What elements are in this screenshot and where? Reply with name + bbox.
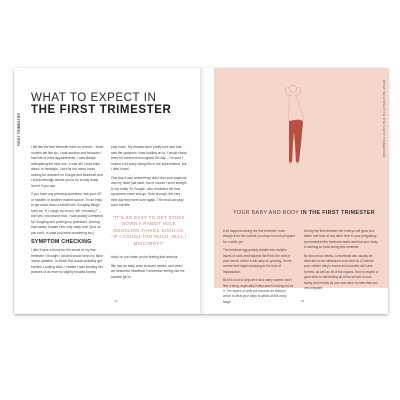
body-column-a xyxy=(31,145,104,279)
right-page xyxy=(204,68,388,314)
body-column-b xyxy=(111,145,187,283)
panel-column-b xyxy=(304,229,378,294)
pull-quote: "IT'S SO EASY TO GET STUCK DOWN A RABBIT HOLE GOOGLING THINGS SUCH AS, "IF I COUGH TOO MUCH, WILL I MISCARRY?" xyxy=(111,214,187,246)
paragraph: We had an early scan at seven weeks, and when we heard the heartbeat I remember feeling like the luckiest girl in xyxy=(111,263,185,279)
running-head-right: WHAT TO EXPECT IN THE FIRST TRIMESTER xyxy=(382,80,386,158)
paragraph: During the first trimester the embryo will grow at a faster rate than at any other time in your pregnancy, so remember the tiredness-tasks and that your body is working so hard during this trimester. xyxy=(304,229,378,250)
pregnant-woman-illustration xyxy=(274,82,314,166)
paragraph: One day it was certain they didn't feel sore anymore and my heart just sank, but of course I went straight to my trusty 'Dr Google', who reminded me that symptoms come and go. Sure enough, the very next day they were sore again. The mind can play such horrible xyxy=(111,175,187,207)
page-title-line2: THE FIRST TRIMESTER xyxy=(31,104,172,116)
book-spread xyxy=(14,68,388,314)
paragraph: If you have any pressing questions, ask your GP or midwife or another trusted source. It's so easy to get stuck down a rabbit hole Googling things such as, "If I cough too much, will I miscarry?" – and yes I did search that. I was quickly comforted by Googling and posting my questions, proving that clearly it wasn't the only crazy one! (And no you can't, in case you were wondering too.) xyxy=(31,192,104,235)
paragraph: A lot happens during the first trimester, even though from the outside you may not look pregnant for a while yet. xyxy=(223,229,295,244)
left-page xyxy=(14,68,201,314)
paragraph: post lunch. My breasts were pretty sore and that was the symptom I was holding on to. I would check them for soreness throughout the day – I'm sure I looked a bit crazy doing this in the supermarket, but I didn't care! xyxy=(111,145,187,171)
paragraph: tricks on you when you're feeling that anxious. xyxy=(111,255,179,259)
panel-column-a xyxy=(223,229,295,308)
paragraph: I didn't have a bump for the whole of my first trimester. I thought I did and would send my Mum 'bump updates', to which she would probably get excited. Looking back, I realise I was sending her pictures of an ever so slightly bloated tummy xyxy=(31,248,104,274)
paragraph: The fertilised egg quickly divides into multiple layers of cells and implants itself into the wall of your womb, where it will carry on growing. Some women feel slight cramping at the time of implantation. xyxy=(223,248,292,274)
paragraph: By around six weeks, a heartbeat can usually be detected on an ultrasound scan and by 12 weeks your unborn baby's bones and muscles will have formed, as well as all of the organs. Now is maybe a good time to start telling all of the people of your family and friends as you now have no idea that you are pregnant. xyxy=(304,253,378,291)
page-number-right: 45 xyxy=(301,299,305,303)
heading-bold: IN THE FIRST TRIMESTER xyxy=(300,210,375,216)
page-title-line1: WHAT TO EXPECT IN xyxy=(31,92,157,104)
paragraph: But it's hard to pinpoint it and many women don't feel a thing, especially if they aren't looking out for it. The layers of cells will become an embryo, which is what your baby is called at this early stage. xyxy=(223,278,294,304)
info-panel-heading xyxy=(224,210,384,217)
running-head-left: FIRST TRIMESTER xyxy=(17,112,21,146)
paragraph: I felt like the first trimester went on forever – three months felt like six. I was anxious and because I had lots of extra appointments, I was always anticipating the next one. It was all I could think about. In hindsight, I lost far too many hours looking for answers on Google and Mumsnet and I would strongly advise you to try to stay away from it if you can. xyxy=(31,145,104,188)
page-number-left: 44 xyxy=(114,299,118,303)
subheading: SYMPTOM CHECKING xyxy=(31,239,92,245)
heading-plain: YOUR BABY AND BODY xyxy=(233,210,300,216)
